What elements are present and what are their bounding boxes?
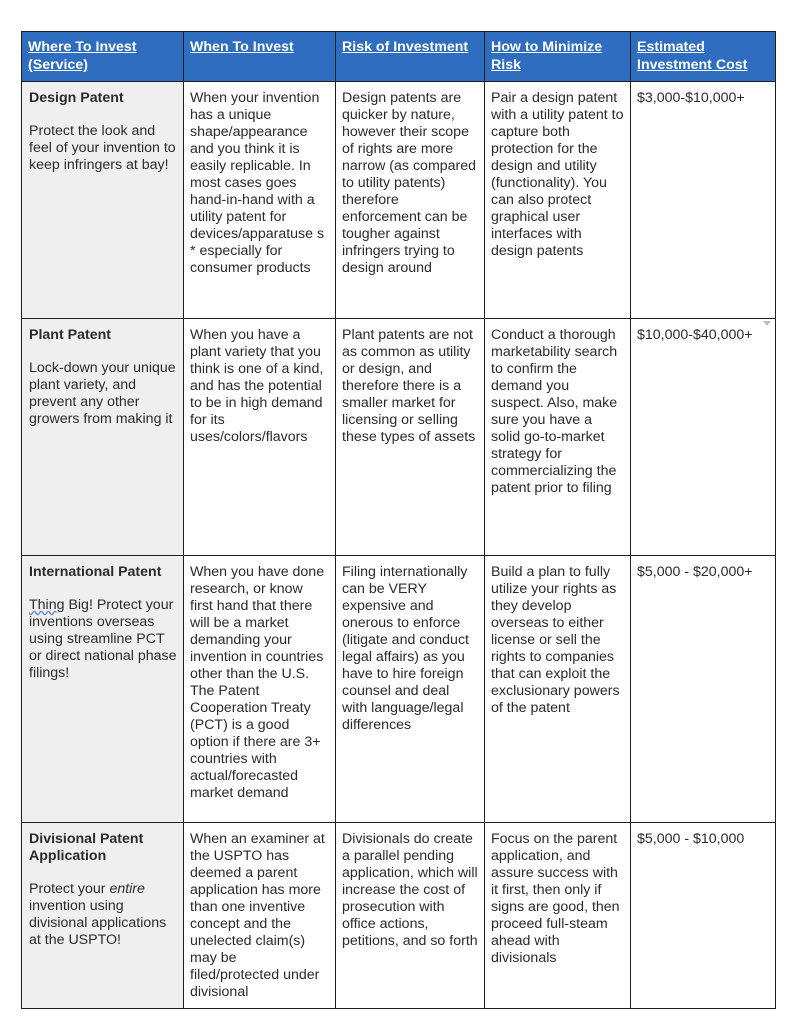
service-description xyxy=(29,881,177,949)
service-description-rest: invention using divisional applications at the USPTO! xyxy=(29,898,167,948)
risk-text: Design patents are quicker by nature, however their scope of rights are more narrow (as compared to utility patents) therefore enforcement can be tougher against infringers trying to design around xyxy=(342,90,477,276)
table-row-plant-patent xyxy=(22,319,776,556)
header-how-to-minimize-risk xyxy=(485,32,631,82)
header-risk-of-investment-label[interactable]: Risk of Investment xyxy=(342,39,469,55)
service-title: Plant Patent xyxy=(29,327,111,343)
risk-text: Plant patents are not as common as utility or design, and therefore there is a smaller market for licensing or selling these types of assets xyxy=(342,327,476,445)
service-description: Protect the look and feel of your invention to keep infringers at bay! xyxy=(29,123,176,173)
service-description-rest: Big! Protect your inventions overseas using streamline PCT or direct national phase filings! xyxy=(29,597,177,681)
service-title: International Patent xyxy=(29,564,162,580)
minimize-text: Focus on the parent application, and assure success with it first, then only if signs are good, then proceed full-steam ahead with divisionals xyxy=(491,831,620,966)
minimize-cell xyxy=(485,823,631,1009)
patent-investment-table xyxy=(21,31,776,1009)
service-cell xyxy=(22,823,184,1009)
when-text: When your invention has a unique shape/appearance and you think it is easily replicable. In most cases goes hand-in-hand with a utility patent for devices/apparatuse s * especially for consumer products xyxy=(190,90,325,276)
risk-cell xyxy=(336,319,485,556)
when-text: When you have done research, or know first hand that there will be a market demanding your invention in countries other than the U.S. The Patent Cooperation Treaty (PCT) is a good option if there are 3+ countries with actual/forecasted market demand xyxy=(190,564,325,801)
service-title: Divisional Patent Application xyxy=(29,831,144,864)
when-cell xyxy=(184,556,336,823)
cell-menu-indicator-icon[interactable] xyxy=(763,321,771,326)
service-title: Design Patent xyxy=(29,90,124,106)
when-cell xyxy=(184,823,336,1009)
header-estimated-investment-cost-label[interactable]: Estimated Investment Cost xyxy=(637,39,748,73)
minimize-text: Pair a design patent with a utility patent to capture both protection for the design and utility (functionality). You can also protect graphical user interfaces with design patents xyxy=(491,90,624,259)
header-how-to-minimize-risk-label[interactable]: How to Minimize Risk xyxy=(491,39,603,73)
cost-text: $5,000 - $10,000 xyxy=(637,831,745,847)
when-text: When an examiner at the USPTO has deemed a parent application has more than one inventive concept and the unelected claim(s) may be filed/protected under divisional xyxy=(190,831,325,1000)
investment-table-container xyxy=(21,31,775,1009)
table-header-row xyxy=(22,32,776,82)
service-description: Lock-down your unique plant variety, and prevent any other growers from making it xyxy=(29,360,176,427)
header-risk-of-investment xyxy=(336,32,485,82)
cost-cell xyxy=(631,319,776,556)
minimize-cell xyxy=(485,556,631,823)
risk-cell xyxy=(336,823,485,1009)
cost-text: $3,000-$10,000+ xyxy=(637,90,745,106)
service-description-pre: Protect your xyxy=(29,881,110,897)
minimize-text: Build a plan to fully utilize your rights as they develop overseas to either license or sell the rights to companies that can exploit the exclusionary powers of the patent xyxy=(491,564,620,716)
service-description-emphasis: entire xyxy=(109,881,145,897)
header-when-to-invest-label[interactable]: When To Invest xyxy=(190,39,294,55)
cost-cell xyxy=(631,556,776,823)
header-estimated-investment-cost xyxy=(631,32,776,82)
risk-text: Divisionals do create a parallel pending application, which will increase the cost of prosecution with office actions, petitions, and so forth xyxy=(342,831,478,949)
header-where-to-invest xyxy=(22,32,184,82)
service-cell xyxy=(22,319,184,556)
when-cell xyxy=(184,82,336,319)
table-row-design-patent xyxy=(22,82,776,319)
minimize-cell xyxy=(485,82,631,319)
minimize-cell xyxy=(485,319,631,556)
spellcheck-flagged-word[interactable]: Thing xyxy=(29,597,65,613)
risk-text: Filing internationally can be VERY expensive and onerous to enforce (litigate and conduct legal affairs) as you have to hire foreign counsel and deal with language/legal differences xyxy=(342,564,469,733)
table-row-divisional-patent xyxy=(22,823,776,1009)
cost-cell xyxy=(631,82,776,319)
cost-cell xyxy=(631,823,776,1009)
header-when-to-invest xyxy=(184,32,336,82)
header-where-to-invest-label[interactable]: Where To Invest (Service) xyxy=(28,39,137,73)
when-text: When you have a plant variety that you think is one of a kind, and has the potential to be in high demand for its uses/colors/flavors xyxy=(190,327,324,445)
risk-cell xyxy=(336,556,485,823)
minimize-text: Conduct a thorough marketability search to confirm the demand you suspect. Also, make sure you have a solid go-to-market strategy for commercializing the patent prior to filing xyxy=(491,327,618,496)
cost-text: $10,000-$40,000+ xyxy=(637,327,753,343)
service-cell xyxy=(22,556,184,823)
table-row-international-patent xyxy=(22,556,776,823)
cost-text: $5,000 - $20,000+ xyxy=(637,564,753,580)
risk-cell xyxy=(336,82,485,319)
service-cell xyxy=(22,82,184,319)
service-description xyxy=(29,597,177,682)
when-cell xyxy=(184,319,336,556)
